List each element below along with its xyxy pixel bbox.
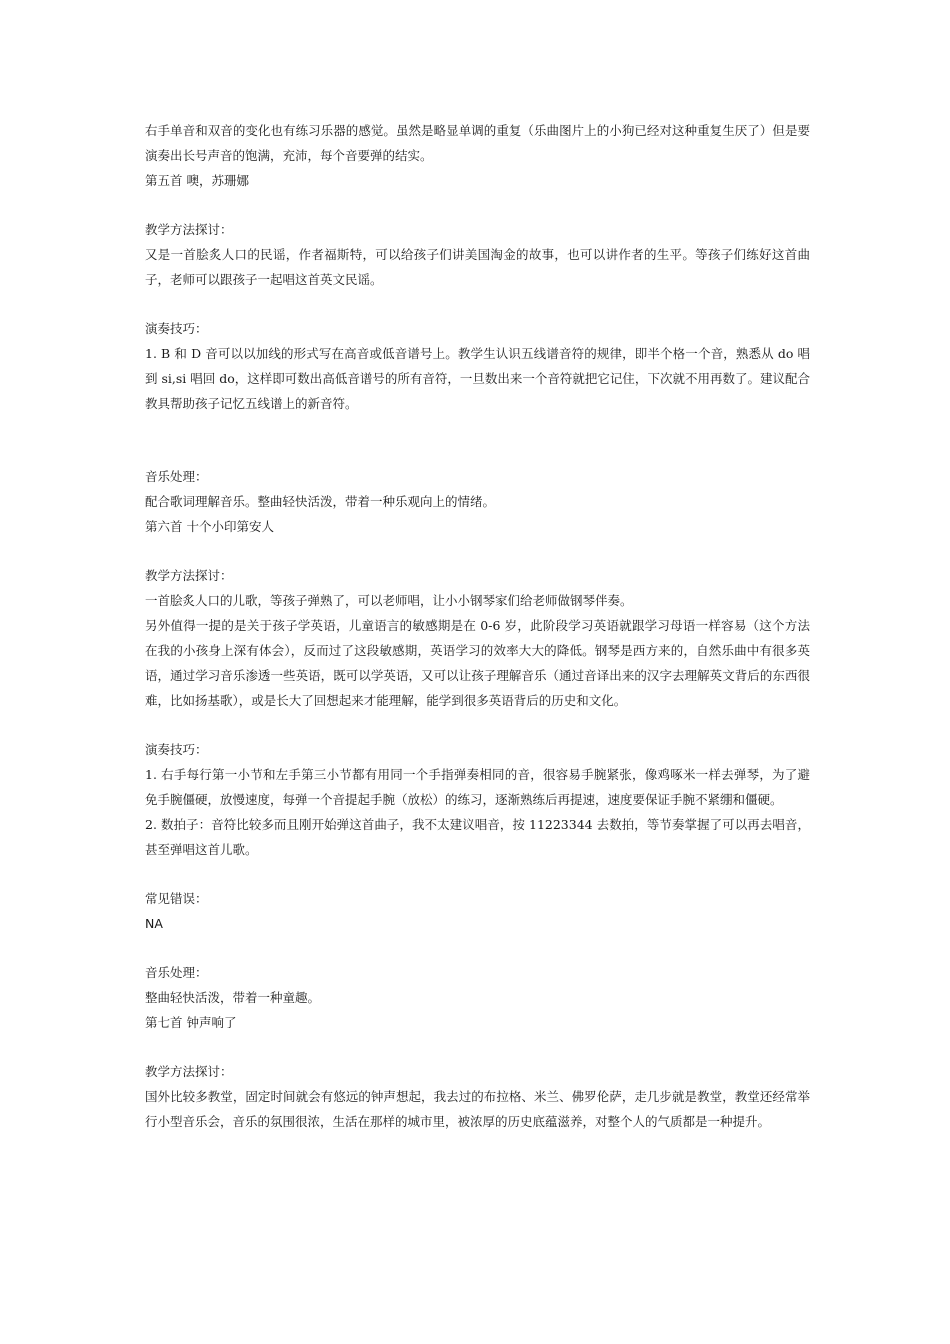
paragraph: 右手单音和双音的变化也有练习乐器的感觉。虽然是略显单调的重复（乐曲图片上的小狗已经对这种重复生厌了）但是要演奏出长号声音的饱满，充沛，每个音要弹的结实。 bbox=[145, 123, 810, 163]
piece-heading: 第七首 钟声响了 bbox=[145, 1015, 237, 1030]
paragraph: 1. 右手每行第一小节和左手第三小节都有用同一个手指弹奏相同的音，很容易手腕紧张，像鸡啄米一样去弹琴，为了避免手腕僵硬，放慢速度，每弹一个音提起手腕（放松）的练习，逐渐熟练后再提速，速度要保证手腕不紧绷和僵硬。 bbox=[145, 767, 810, 807]
paragraph: 2. 数拍子：音符比较多而且刚开始弹这首曲子，我不太建议唱音，按 11223344 去数拍，等节奏掌握了可以再去唱音，甚至弹唱这首儿歌。 bbox=[145, 817, 810, 857]
section-heading: 音乐处理： bbox=[145, 965, 208, 980]
section-heading: 教学方法探讨： bbox=[145, 222, 233, 237]
paragraph: 一首脍炙人口的儿歌，等孩子弹熟了，可以老师唱，让小小钢琴家们给老师做钢琴伴奏。 bbox=[145, 593, 633, 608]
paragraph: 整曲轻快活泼，带着一种童趣。 bbox=[145, 990, 321, 1005]
paragraph: 国外比较多教堂，固定时间就会有悠远的钟声想起，我去过的布拉格、米兰、佛罗伦萨，走几步就是教堂，教堂还经常举行小型音乐会，音乐的氛围很浓，生活在那样的城市里，被浓厚的历史底蕴滋养，对整个人的气质都是一种提升。 bbox=[145, 1089, 810, 1129]
section-heading: 音乐处理： bbox=[145, 469, 208, 484]
paragraph: 配合歌词理解音乐。整曲轻快活泼，带着一种乐观向上的情绪。 bbox=[145, 494, 496, 509]
section-heading: 演奏技巧： bbox=[145, 742, 208, 757]
section-heading: 教学方法探讨： bbox=[145, 1064, 233, 1079]
section-heading: 常见错误： bbox=[145, 891, 208, 906]
paragraph: 又是一首脍炙人口的民谣，作者福斯特，可以给孩子们讲美国淘金的故事，也可以讲作者的生平。等孩子们练好这首曲子，老师可以跟孩子一起唱这首英文民谣。 bbox=[145, 247, 810, 287]
paragraph: 另外值得一提的是关于孩子学英语，儿童语言的敏感期是在 0-6 岁，此阶段学习英语就跟学习母语一样容易（这个方法在我的小孩身上深有体会），反而过了这段敏感期，英语学习的效率大大的降低。钢琴是西方来的，自然乐曲中有很多英语，通过学习音乐渗透一些英语，既可以学英语，又可以让孩子理解音乐（通过音译出来的汉字去理解英文背后的东西很难，比如扬基歌），或是长大了回想起来才能理解，能学到很多英语背后的历史和文化。 bbox=[145, 618, 810, 708]
paragraph: NA bbox=[145, 916, 163, 931]
paragraph: 1. B 和 D 音可以以加线的形式写在高音或低音谱号上。教学生认识五线谱音符的规律，即半个格一个音，熟悉从 do 唱到 si,si 唱回 do，这样即可数出高低音谱号的所有音符，一旦数出来一个音符就把它记住，下次就不用再数了。建议配合教具帮助孩子记忆五线谱上的新音符。 bbox=[145, 346, 810, 411]
section-heading: 演奏技巧： bbox=[145, 321, 208, 336]
document-body bbox=[145, 118, 810, 1134]
piece-heading: 第五首 噢，苏珊娜 bbox=[145, 173, 249, 188]
piece-heading: 第六首 十个小印第安人 bbox=[145, 519, 274, 534]
section-heading: 教学方法探讨： bbox=[145, 568, 233, 583]
